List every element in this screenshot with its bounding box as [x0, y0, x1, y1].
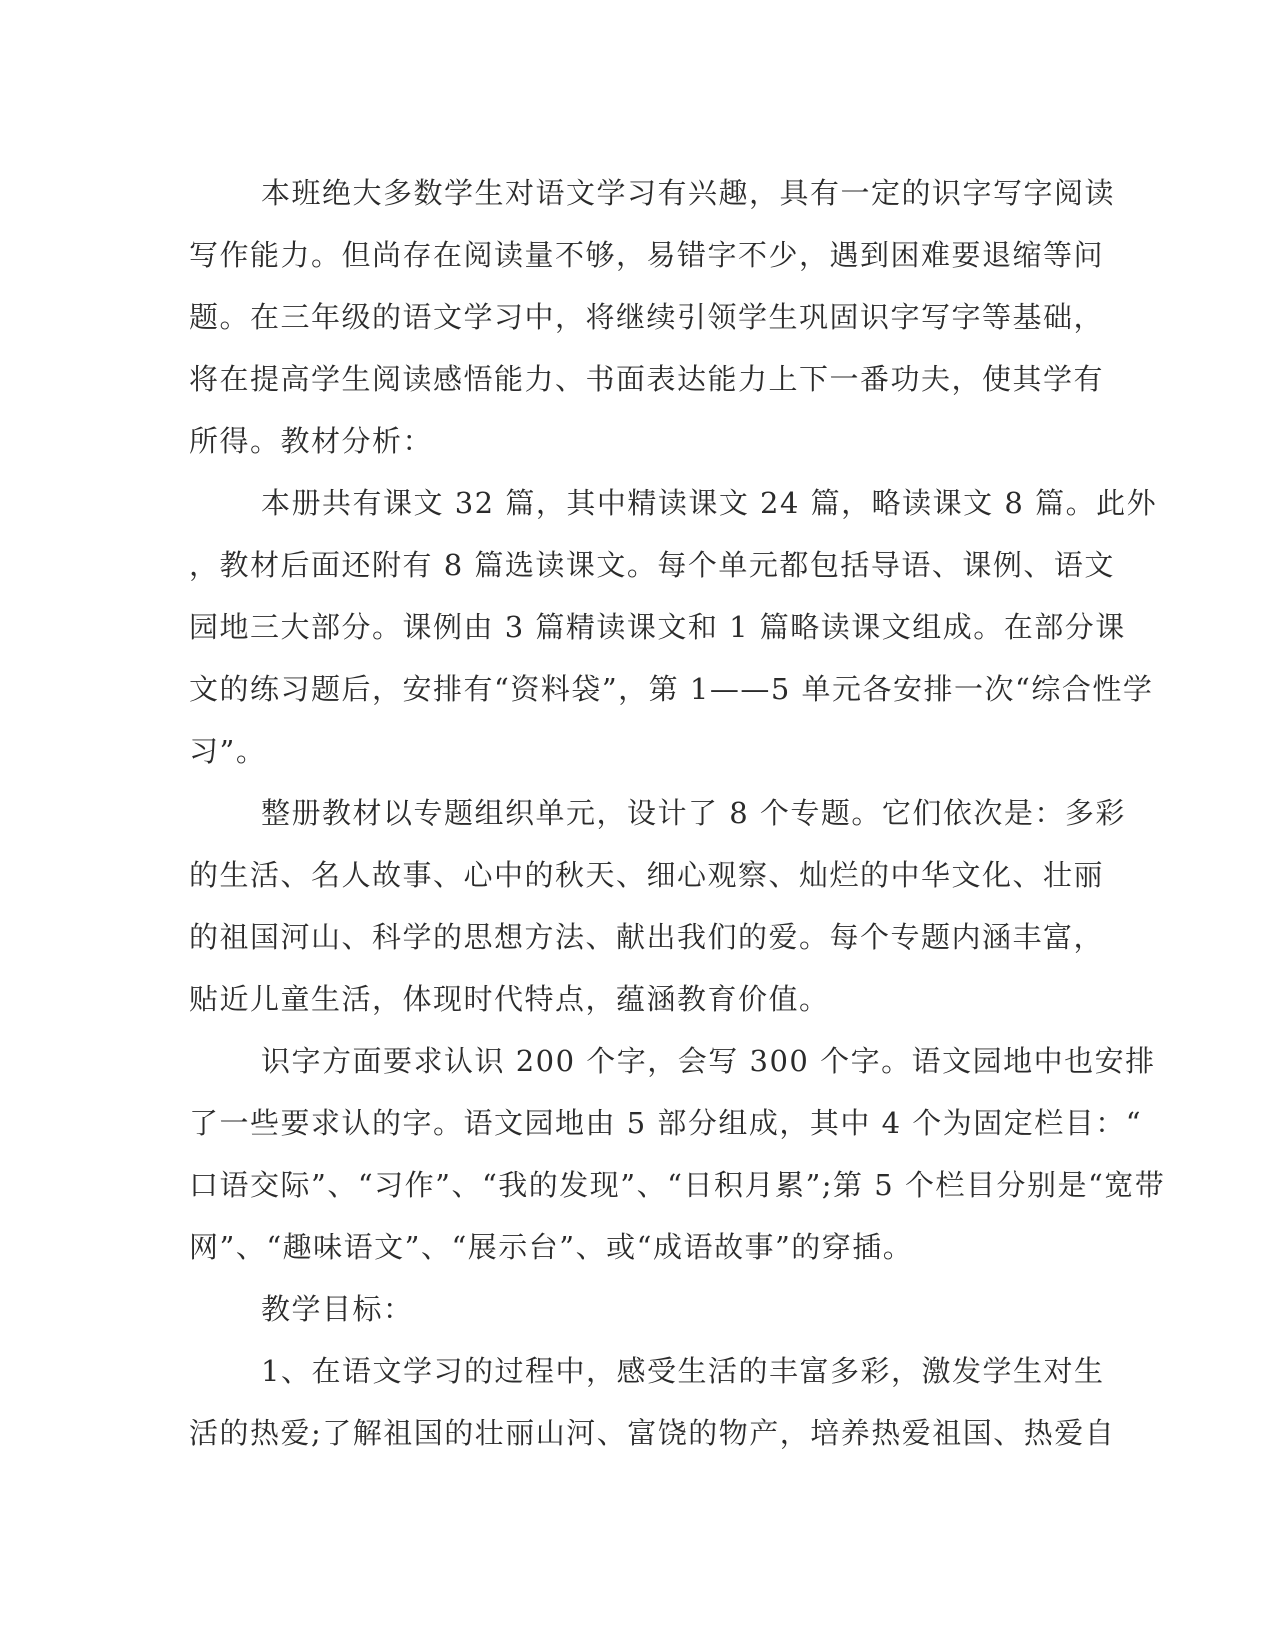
paragraph-line: 所得。教材分析： [189, 424, 434, 458]
paragraph-line: 了一些要求认的字。语文园地由 5 部分组成，其中 4 个为固定栏目：“ [189, 1106, 1143, 1140]
paragraph-line: 的祖国河山、科学的思想方法、献出我们的爱。每个专题内涵丰富， [189, 920, 1105, 954]
paragraph-line: 写作能力。但尚存在阅读量不够，易错字不少，遇到困难要退缩等问 [189, 238, 1105, 272]
paragraph-line: 识字方面要求认识 200 个字，会写 300 个字。语文园地中也安排 [261, 1044, 1156, 1078]
document-body [189, 162, 1166, 1464]
paragraph-line: 习”。 [189, 734, 267, 768]
section-heading: 教学目标： [261, 1292, 414, 1326]
paragraph-line: 题。在三年级的语文学习中，将继续引领学生巩固识字写字等基础， [189, 300, 1105, 334]
paragraph-line: 整册教材以专题组织单元，设计了 8 个专题。它们依次是：多彩 [261, 796, 1126, 830]
paragraph-line: 园地三大部分。课例由 3 篇精读课文和 1 篇略读课文组成。在部分课 [189, 610, 1126, 644]
paragraph-line: 贴近儿童生活，体现时代特点，蕴涵教育价值。 [189, 982, 830, 1016]
paragraph-line: 本册共有课文 32 篇，其中精读课文 24 篇，略读课文 8 篇。此外 [261, 486, 1158, 520]
paragraph-line: 将在提高学生阅读感悟能力、书面表达能力上下一番功夫，使其学有 [189, 362, 1105, 396]
paragraph-line: 1、在语文学习的过程中，感受生活的丰富多彩，激发学生对生 [261, 1354, 1105, 1388]
paragraph-line: 文的练习题后，安排有“资料袋”，第 1——5 单元各安排一次“综合性学 [189, 672, 1154, 706]
paragraph-line: 本班绝大多数学生对语文学习有兴趣，具有一定的识字写字阅读 [261, 176, 1116, 210]
paragraph-line: 网”、“趣味语文”、“展示台”、或“成语故事”的穿插。 [189, 1230, 914, 1264]
paragraph-line: ，教材后面还附有 8 篇选读课文。每个单元都包括导语、课例、语文 [189, 548, 1115, 582]
paragraph-line: 的生活、名人故事、心中的秋天、细心观察、灿烂的中华文化、壮丽 [189, 858, 1105, 892]
paragraph-line: 活的热爱;了解祖国的壮丽山河、富饶的物产，培养热爱祖国、热爱自 [189, 1416, 1116, 1450]
paragraph-line: 口语交际”、“习作”、“我的发现”、“日积月累”;第 5 个栏目分别是“宽带 [189, 1168, 1166, 1202]
